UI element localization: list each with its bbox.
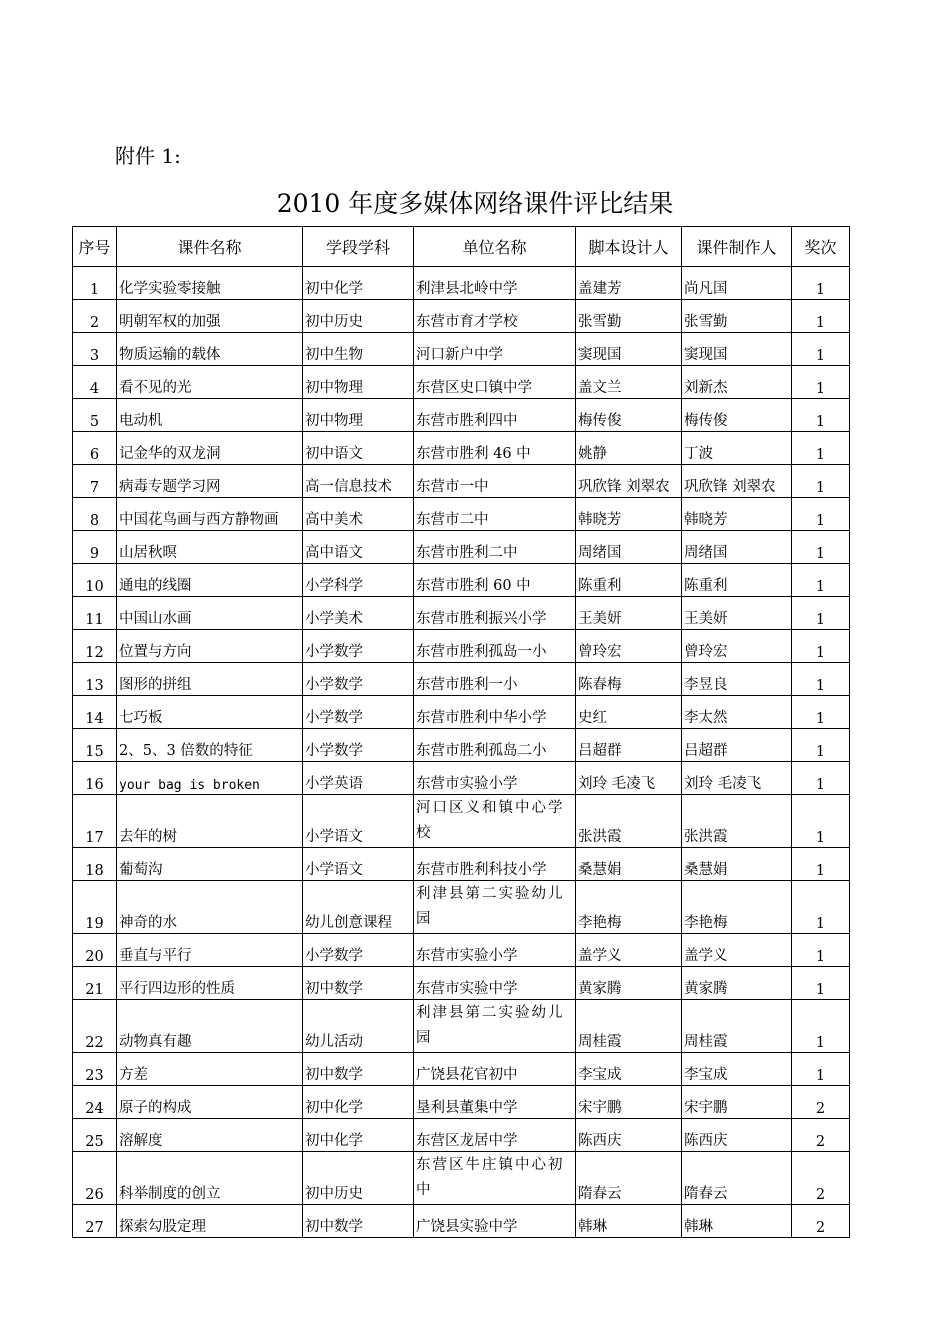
cell-stage-subject: 初中生物 xyxy=(303,333,414,366)
cell-award: 1 xyxy=(792,597,850,630)
cell-courseware-name: 图形的拼组 xyxy=(117,663,303,696)
cell-index: 24 xyxy=(73,1086,117,1119)
cell-script-designer: 黄家腾 xyxy=(576,967,682,1000)
cell-courseware-name: 位置与方向 xyxy=(117,630,303,663)
cell-stage-subject: 初中历史 xyxy=(303,1152,414,1205)
cell-courseware-maker: 宋宇鹏 xyxy=(682,1086,792,1119)
table-row xyxy=(73,333,850,366)
table-row xyxy=(73,564,850,597)
table-row xyxy=(73,1205,850,1238)
cell-stage-subject: 初中数学 xyxy=(303,1205,414,1238)
cell-index: 6 xyxy=(73,432,117,465)
cell-courseware-name: 化学实验零接触 xyxy=(117,267,303,300)
cell-index: 5 xyxy=(73,399,117,432)
cell-script-designer: 韩琳 xyxy=(576,1205,682,1238)
cell-award: 1 xyxy=(792,696,850,729)
table-row xyxy=(73,881,850,934)
cell-index: 20 xyxy=(73,934,117,967)
cell-stage-subject: 高中语文 xyxy=(303,531,414,564)
header-courseware-name: 课件名称 xyxy=(117,227,303,267)
cell-index: 19 xyxy=(73,881,117,934)
cell-index: 4 xyxy=(73,366,117,399)
cell-unit-name: 东营市胜利科技小学 xyxy=(414,848,576,881)
cell-award: 1 xyxy=(792,333,850,366)
table-row xyxy=(73,848,850,881)
cell-award: 2 xyxy=(792,1119,850,1152)
header-award: 奖次 xyxy=(792,227,850,267)
cell-courseware-name: 葡萄沟 xyxy=(117,848,303,881)
cell-unit-name: 东营市实验小学 xyxy=(414,762,576,795)
table-row xyxy=(73,967,850,1000)
cell-courseware-maker: 巩欣锋 刘翠农 xyxy=(682,465,792,498)
cell-stage-subject: 初中化学 xyxy=(303,267,414,300)
cell-courseware-maker: 李艳梅 xyxy=(682,881,792,934)
cell-unit-name: 东营市胜利孤岛二小 xyxy=(414,729,576,762)
cell-courseware-name: 电动机 xyxy=(117,399,303,432)
cell-stage-subject: 小学数学 xyxy=(303,630,414,663)
table-row xyxy=(73,762,850,795)
cell-courseware-name: 病毒专题学习网 xyxy=(117,465,303,498)
cell-script-designer: 陈西庆 xyxy=(576,1119,682,1152)
cell-index: 3 xyxy=(73,333,117,366)
header-unit-name: 单位名称 xyxy=(414,227,576,267)
cell-unit-name: 广饶县实验中学 xyxy=(414,1205,576,1238)
cell-unit-name: 东营市实验小学 xyxy=(414,934,576,967)
cell-index: 15 xyxy=(73,729,117,762)
cell-unit-name: 东营区史口镇中学 xyxy=(414,366,576,399)
table-row xyxy=(73,498,850,531)
page-title: 2010 年度多媒体网络课件评比结果 xyxy=(276,189,674,218)
cell-courseware-name: 垂直与平行 xyxy=(117,934,303,967)
cell-script-designer: 史红 xyxy=(576,696,682,729)
cell-courseware-maker: 周桂霞 xyxy=(682,1000,792,1053)
cell-script-designer: 张雪勤 xyxy=(576,300,682,333)
cell-script-designer: 李宝成 xyxy=(576,1053,682,1086)
cell-award: 1 xyxy=(792,564,850,597)
cell-stage-subject: 小学美术 xyxy=(303,597,414,630)
cell-courseware-maker: 刘玲 毛凌飞 xyxy=(682,762,792,795)
cell-award: 1 xyxy=(792,663,850,696)
header-courseware-maker: 课件制作人 xyxy=(682,227,792,267)
cell-index: 18 xyxy=(73,848,117,881)
table-row xyxy=(73,663,850,696)
cell-index: 22 xyxy=(73,1000,117,1053)
cell-award: 1 xyxy=(792,729,850,762)
cell-stage-subject: 高一信息技术 xyxy=(303,465,414,498)
cell-courseware-maker: 隋春云 xyxy=(682,1152,792,1205)
cell-courseware-maker: 李太然 xyxy=(682,696,792,729)
cell-award: 1 xyxy=(792,795,850,848)
cell-unit-name: 东营市胜利一小 xyxy=(414,663,576,696)
cell-unit-name: 东营区龙居中学 xyxy=(414,1119,576,1152)
cell-index: 13 xyxy=(73,663,117,696)
cell-courseware-name: 原子的构成 xyxy=(117,1086,303,1119)
cell-courseware-name: 去年的树 xyxy=(117,795,303,848)
cell-award: 2 xyxy=(792,1086,850,1119)
cell-award: 1 xyxy=(792,934,850,967)
table-row xyxy=(73,1053,850,1086)
cell-stage-subject: 初中数学 xyxy=(303,967,414,1000)
cell-unit-name: 东营市一中 xyxy=(414,465,576,498)
cell-script-designer: 盖建芳 xyxy=(576,267,682,300)
cell-index: 8 xyxy=(73,498,117,531)
results-table xyxy=(72,226,850,1238)
table-header-row xyxy=(73,227,850,267)
cell-courseware-maker: 吕超群 xyxy=(682,729,792,762)
cell-script-designer: 吕超群 xyxy=(576,729,682,762)
cell-script-designer: 王美妍 xyxy=(576,597,682,630)
cell-script-designer: 张洪霞 xyxy=(576,795,682,848)
cell-unit-name: 广饶县花官初中 xyxy=(414,1053,576,1086)
cell-courseware-maker: 尚凡国 xyxy=(682,267,792,300)
cell-index: 16 xyxy=(73,762,117,795)
cell-unit-name: 东营市胜利孤岛一小 xyxy=(414,630,576,663)
cell-index: 26 xyxy=(73,1152,117,1205)
cell-courseware-name: 中国山水画 xyxy=(117,597,303,630)
table-row xyxy=(73,630,850,663)
table-row xyxy=(73,432,850,465)
cell-courseware-maker: 周绪国 xyxy=(682,531,792,564)
cell-script-designer: 盖文兰 xyxy=(576,366,682,399)
cell-courseware-name: 通电的线圈 xyxy=(117,564,303,597)
cell-award: 1 xyxy=(792,531,850,564)
cell-script-designer: 曾玲宏 xyxy=(576,630,682,663)
cell-courseware-name: 平行四边形的性质 xyxy=(117,967,303,1000)
table-row xyxy=(73,399,850,432)
cell-index: 7 xyxy=(73,465,117,498)
cell-stage-subject: 初中物理 xyxy=(303,366,414,399)
cell-unit-name: 东营市二中 xyxy=(414,498,576,531)
cell-courseware-name: 方差 xyxy=(117,1053,303,1086)
cell-courseware-maker: 黄家腾 xyxy=(682,967,792,1000)
cell-stage-subject: 幼儿活动 xyxy=(303,1000,414,1053)
cell-index: 27 xyxy=(73,1205,117,1238)
cell-courseware-maker: 张雪勤 xyxy=(682,300,792,333)
cell-award: 1 xyxy=(792,498,850,531)
cell-courseware-name: 中国花鸟画与西方静物画 xyxy=(117,498,303,531)
cell-award: 1 xyxy=(792,1000,850,1053)
cell-unit-name: 东营市胜利四中 xyxy=(414,399,576,432)
cell-script-designer: 姚静 xyxy=(576,432,682,465)
cell-courseware-name: 2、5、3 倍数的特征 xyxy=(117,729,303,762)
cell-stage-subject: 幼儿创意课程 xyxy=(303,881,414,934)
cell-script-designer: 桑慧娟 xyxy=(576,848,682,881)
cell-stage-subject: 初中历史 xyxy=(303,300,414,333)
cell-index: 23 xyxy=(73,1053,117,1086)
cell-courseware-maker: 丁波 xyxy=(682,432,792,465)
cell-courseware-maker: 陈重利 xyxy=(682,564,792,597)
cell-script-designer: 陈重利 xyxy=(576,564,682,597)
cell-award: 1 xyxy=(792,848,850,881)
table-row xyxy=(73,267,850,300)
cell-index: 17 xyxy=(73,795,117,848)
cell-stage-subject: 初中物理 xyxy=(303,399,414,432)
cell-unit-name: 东营市胜利振兴小学 xyxy=(414,597,576,630)
cell-courseware-maker: 张洪霞 xyxy=(682,795,792,848)
cell-script-designer: 梅传俊 xyxy=(576,399,682,432)
cell-stage-subject: 初中语文 xyxy=(303,432,414,465)
cell-award: 1 xyxy=(792,432,850,465)
cell-courseware-maker: 盖学义 xyxy=(682,934,792,967)
cell-unit-name: 河口区义和镇中心学校 xyxy=(414,795,576,848)
table-row xyxy=(73,696,850,729)
cell-award: 1 xyxy=(792,967,850,1000)
cell-index: 12 xyxy=(73,630,117,663)
cell-script-designer: 李艳梅 xyxy=(576,881,682,934)
cell-stage-subject: 小学数学 xyxy=(303,696,414,729)
cell-index: 10 xyxy=(73,564,117,597)
table-row xyxy=(73,531,850,564)
cell-courseware-name: 科举制度的创立 xyxy=(117,1152,303,1205)
cell-award: 1 xyxy=(792,762,850,795)
cell-script-designer: 刘玲 毛凌飞 xyxy=(576,762,682,795)
table-row xyxy=(73,1086,850,1119)
table-row xyxy=(73,1119,850,1152)
cell-script-designer: 韩晓芳 xyxy=(576,498,682,531)
cell-stage-subject: 小学数学 xyxy=(303,663,414,696)
cell-courseware-maker: 李宝成 xyxy=(682,1053,792,1086)
cell-index: 21 xyxy=(73,967,117,1000)
cell-unit-name: 东营市育才学校 xyxy=(414,300,576,333)
cell-unit-name: 东营市实验中学 xyxy=(414,967,576,1000)
header-stage-subject: 学段学科 xyxy=(303,227,414,267)
cell-courseware-maker: 李昱良 xyxy=(682,663,792,696)
table-row xyxy=(73,729,850,762)
cell-index: 2 xyxy=(73,300,117,333)
cell-unit-name: 东营市胜利 60 中 xyxy=(414,564,576,597)
cell-courseware-maker: 陈西庆 xyxy=(682,1119,792,1152)
cell-courseware-name: 记金华的双龙洞 xyxy=(117,432,303,465)
cell-stage-subject: 小学数学 xyxy=(303,729,414,762)
cell-award: 1 xyxy=(792,465,850,498)
cell-index: 14 xyxy=(73,696,117,729)
table-row xyxy=(73,795,850,848)
cell-unit-name: 利津县第二实验幼儿园 xyxy=(414,1000,576,1053)
cell-award: 1 xyxy=(792,399,850,432)
cell-award: 2 xyxy=(792,1205,850,1238)
cell-courseware-name: 看不见的光 xyxy=(117,366,303,399)
cell-courseware-name: 山居秋暝 xyxy=(117,531,303,564)
cell-index: 9 xyxy=(73,531,117,564)
cell-courseware-name: 明朝军权的加强 xyxy=(117,300,303,333)
cell-index: 11 xyxy=(73,597,117,630)
cell-courseware-maker: 王美妍 xyxy=(682,597,792,630)
cell-unit-name: 利津县北岭中学 xyxy=(414,267,576,300)
cell-script-designer: 宋宇鹏 xyxy=(576,1086,682,1119)
cell-award: 2 xyxy=(792,1152,850,1205)
cell-stage-subject: 初中数学 xyxy=(303,1053,414,1086)
table-body xyxy=(73,267,850,1238)
cell-award: 1 xyxy=(792,366,850,399)
table-row xyxy=(73,597,850,630)
table-row xyxy=(73,300,850,333)
table-row xyxy=(73,1152,850,1205)
cell-script-designer: 隋春云 xyxy=(576,1152,682,1205)
cell-stage-subject: 初中化学 xyxy=(303,1119,414,1152)
cell-courseware-maker: 桑慧娟 xyxy=(682,848,792,881)
cell-stage-subject: 小学科学 xyxy=(303,564,414,597)
cell-stage-subject: 高中美术 xyxy=(303,498,414,531)
cell-courseware-maker: 曾玲宏 xyxy=(682,630,792,663)
cell-courseware-maker: 梅传俊 xyxy=(682,399,792,432)
cell-unit-name: 东营市胜利中华小学 xyxy=(414,696,576,729)
cell-courseware-name: 物质运输的载体 xyxy=(117,333,303,366)
cell-award: 1 xyxy=(792,1053,850,1086)
cell-script-designer: 盖学义 xyxy=(576,934,682,967)
cell-courseware-name: 探索勾股定理 xyxy=(117,1205,303,1238)
cell-script-designer: 周绪国 xyxy=(576,531,682,564)
cell-script-designer: 周桂霞 xyxy=(576,1000,682,1053)
header-script-designer: 脚本设计人 xyxy=(576,227,682,267)
cell-award: 1 xyxy=(792,300,850,333)
cell-unit-name: 利津县第二实验幼儿园 xyxy=(414,881,576,934)
cell-script-designer: 陈春梅 xyxy=(576,663,682,696)
cell-unit-name: 河口新户中学 xyxy=(414,333,576,366)
table-row xyxy=(73,1000,850,1053)
cell-stage-subject: 小学数学 xyxy=(303,934,414,967)
cell-unit-name: 东营区牛庄镇中心初中 xyxy=(414,1152,576,1205)
cell-unit-name: 垦利县董集中学 xyxy=(414,1086,576,1119)
cell-stage-subject: 小学语文 xyxy=(303,848,414,881)
table-row xyxy=(73,465,850,498)
cell-unit-name: 东营市胜利二中 xyxy=(414,531,576,564)
cell-courseware-maker: 窦现国 xyxy=(682,333,792,366)
cell-courseware-name: 七巧板 xyxy=(117,696,303,729)
cell-courseware-name: 溶解度 xyxy=(117,1119,303,1152)
cell-courseware-name: 神奇的水 xyxy=(117,881,303,934)
cell-award: 1 xyxy=(792,267,850,300)
cell-award: 1 xyxy=(792,630,850,663)
attachment-label: 附件 1: xyxy=(115,144,181,168)
cell-courseware-maker: 韩晓芳 xyxy=(682,498,792,531)
cell-courseware-maker: 韩琳 xyxy=(682,1205,792,1238)
cell-script-designer: 窦现国 xyxy=(576,333,682,366)
cell-stage-subject: 小学英语 xyxy=(303,762,414,795)
cell-courseware-maker: 刘新杰 xyxy=(682,366,792,399)
cell-award: 1 xyxy=(792,881,850,934)
cell-index: 25 xyxy=(73,1119,117,1152)
cell-stage-subject: 初中化学 xyxy=(303,1086,414,1119)
cell-index: 1 xyxy=(73,267,117,300)
table-row xyxy=(73,366,850,399)
cell-courseware-name: 动物真有趣 xyxy=(117,1000,303,1053)
table-row xyxy=(73,934,850,967)
cell-script-designer: 巩欣锋 刘翠农 xyxy=(576,465,682,498)
cell-stage-subject: 小学语文 xyxy=(303,795,414,848)
cell-unit-name: 东营市胜利 46 中 xyxy=(414,432,576,465)
header-index: 序号 xyxy=(73,227,117,267)
cell-courseware-name: your bag is broken xyxy=(117,762,303,795)
